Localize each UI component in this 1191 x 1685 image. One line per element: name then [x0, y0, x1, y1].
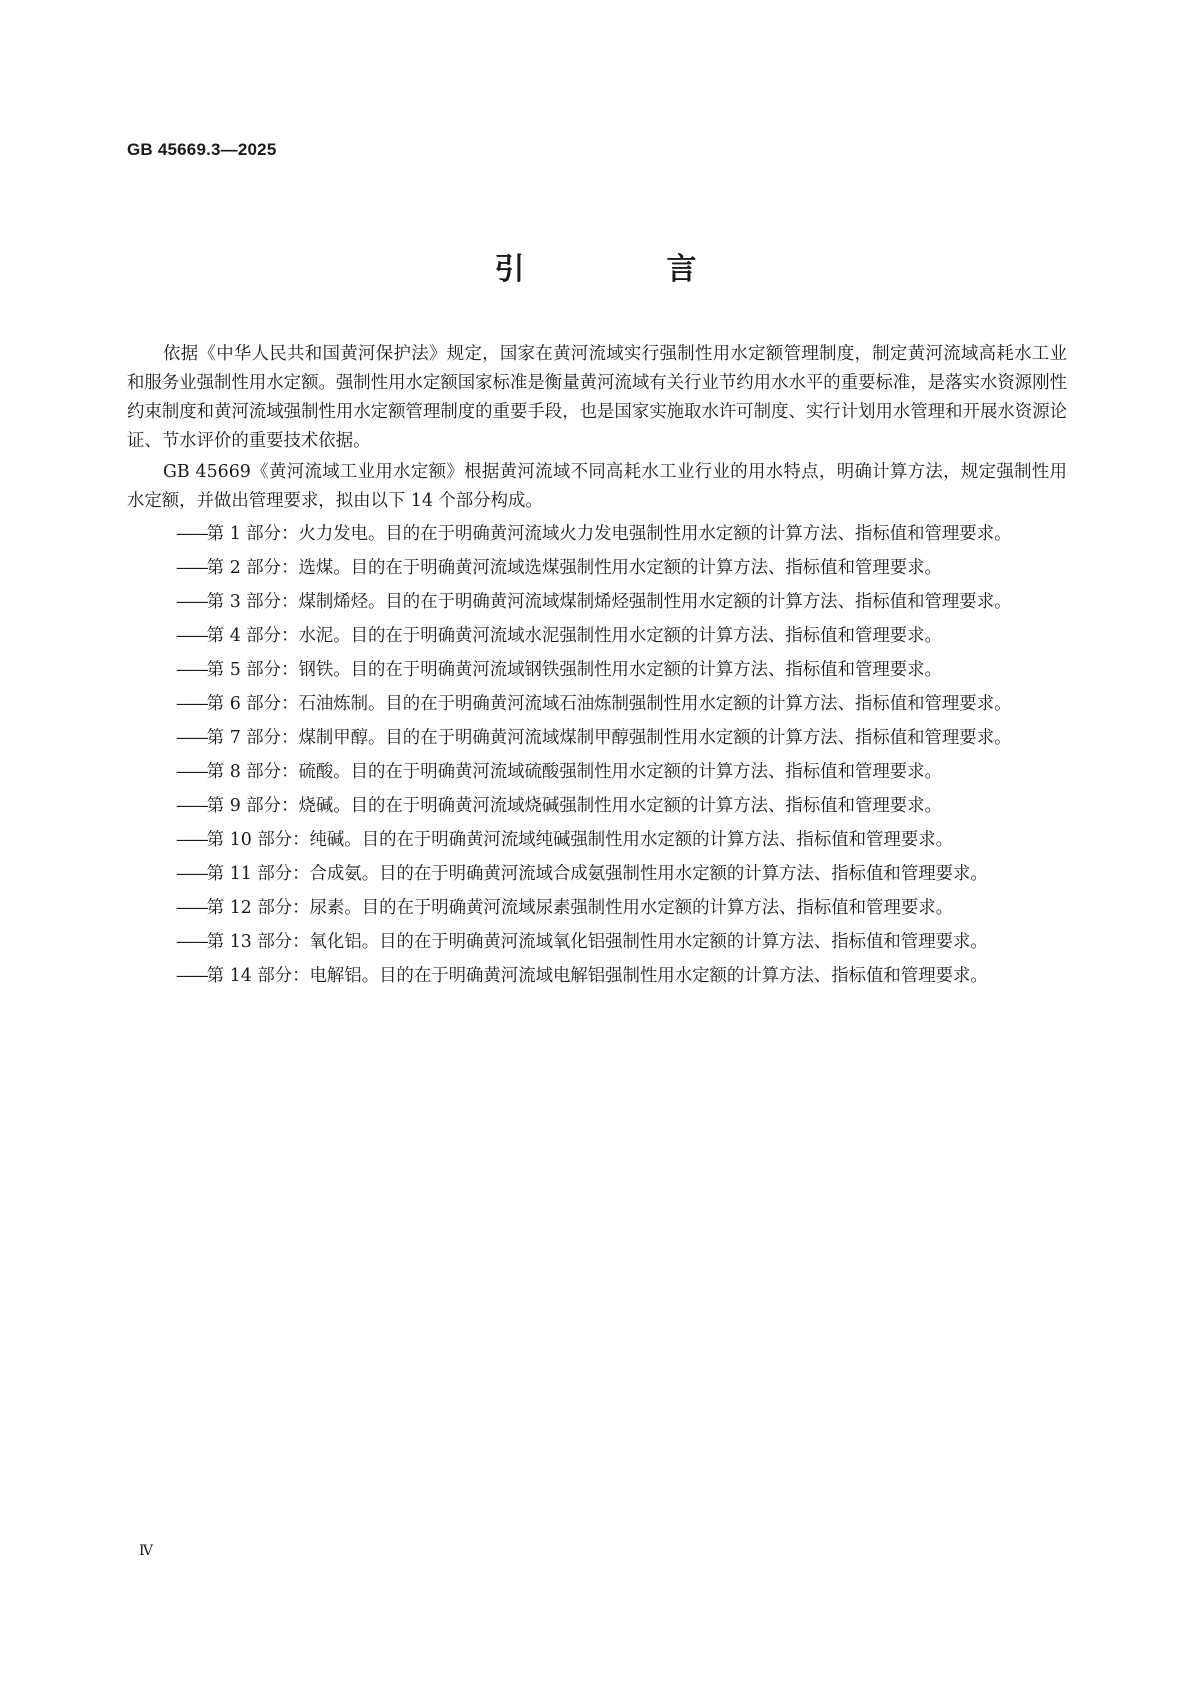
list-dash: ——: [176, 796, 207, 816]
part-text: 第 8 部分：硫酸。目的在于明确黄河流域硫酸强制性用水定额的计算方法、指标值和管理要求。: [206, 762, 942, 782]
list-dash: ——: [176, 728, 207, 748]
part-text: 第 14 部分：电解铝。目的在于明确黄河流域电解铝强制性用水定额的计算方法、指标值和管理要求。: [206, 966, 988, 986]
part-text: 第 7 部分：煤制甲醇。目的在于明确黄河流域煤制甲醇强制性用水定额的计算方法、指标值和管理要求。: [206, 728, 1012, 748]
intro-paragraph-2: GB 45669《黄河流域工业用水定额》根据黄河流域不同高耗水工业行业的用水特点，明确计算方法，规定强制性用水定额，并做出管理要求，拟由以下 14 个部分构成。: [127, 462, 1067, 511]
list-dash: ——: [176, 864, 207, 884]
list-item: [127, 588, 1067, 617]
list-dash: ——: [176, 694, 207, 714]
part-text: 第 9 部分：烧碱。目的在于明确黄河流域烧碱强制性用水定额的计算方法、指标值和管理要求。: [206, 796, 942, 816]
list-item: [127, 894, 1067, 923]
part-text: 第 11 部分：合成氨。目的在于明确黄河流域合成氨强制性用水定额的计算方法、指标值和管理要求。: [206, 864, 988, 884]
parts-list: [127, 520, 1067, 991]
list-dash: ——: [176, 762, 207, 782]
list-item: [127, 656, 1067, 685]
list-dash: ——: [176, 830, 207, 850]
part-text: 第 4 部分：水泥。目的在于明确黄河流域水泥强制性用水定额的计算方法、指标值和管理要求。: [206, 626, 942, 646]
list-item: [127, 758, 1067, 787]
list-dash: ——: [176, 558, 207, 578]
part-text: 第 1 部分：火力发电。目的在于明确黄河流域火力发电强制性用水定额的计算方法、指标值和管理要求。: [206, 524, 1012, 544]
list-item: [127, 962, 1067, 991]
list-dash: ——: [176, 524, 207, 544]
list-item: [127, 724, 1067, 753]
list-dash: ——: [176, 626, 207, 646]
part-text: 第 3 部分：煤制烯烃。目的在于明确黄河流域煤制烯烃强制性用水定额的计算方法、指标值和管理要求。: [206, 592, 1012, 612]
list-item: [127, 554, 1067, 583]
list-dash: ——: [176, 660, 207, 680]
part-text: 第 13 部分：氧化铝。目的在于明确黄河流域氧化铝强制性用水定额的计算方法、指标值和管理要求。: [206, 932, 988, 952]
standard-code: GB 45669.3—2025: [127, 140, 277, 159]
introduction-body: [127, 340, 1067, 996]
list-item: [127, 622, 1067, 651]
list-item: [127, 928, 1067, 957]
intro-paragraph-1: 依据《中华人民共和国黄河保护法》规定，国家在黄河流域实行强制性用水定额管理制度，制定黄河流域高耗水工业和服务业强制性用水定额。强制性用水定额国家标准是衡量黄河流域有关行业节约用水水平的重要标准，是落实水资源刚性约束制度和黄河流域强制性用水定额管理制度的重要手段，也是国家实施取水许可制度、实行计划用水管理和开展水资源论证、节水评价的重要技术依据。: [127, 344, 1067, 451]
page-title: 引 言: [494, 252, 753, 287]
list-item: [127, 520, 1067, 549]
list-dash: ——: [176, 898, 207, 918]
part-text: 第 5 部分：钢铁。目的在于明确黄河流域钢铁强制性用水定额的计算方法、指标值和管理要求。: [206, 660, 942, 680]
part-text: 第 10 部分：纯碱。目的在于明确黄河流域纯碱强制性用水定额的计算方法、指标值和管理要求。: [206, 830, 953, 850]
list-item: [127, 690, 1067, 719]
list-dash: ——: [176, 932, 207, 952]
list-dash: ——: [176, 966, 207, 986]
page-number: Ⅳ: [139, 1543, 153, 1559]
part-text: 第 2 部分：选煤。目的在于明确黄河流域选煤强制性用水定额的计算方法、指标值和管理要求。: [206, 558, 942, 578]
list-item: [127, 792, 1067, 821]
part-text: 第 6 部分：石油炼制。目的在于明确黄河流域石油炼制强制性用水定额的计算方法、指标值和管理要求。: [206, 694, 1012, 714]
part-text: 第 12 部分：尿素。目的在于明确黄河流域尿素强制性用水定额的计算方法、指标值和管理要求。: [206, 898, 953, 918]
list-item: [127, 826, 1067, 855]
list-dash: ——: [176, 592, 207, 612]
list-item: [127, 860, 1067, 889]
